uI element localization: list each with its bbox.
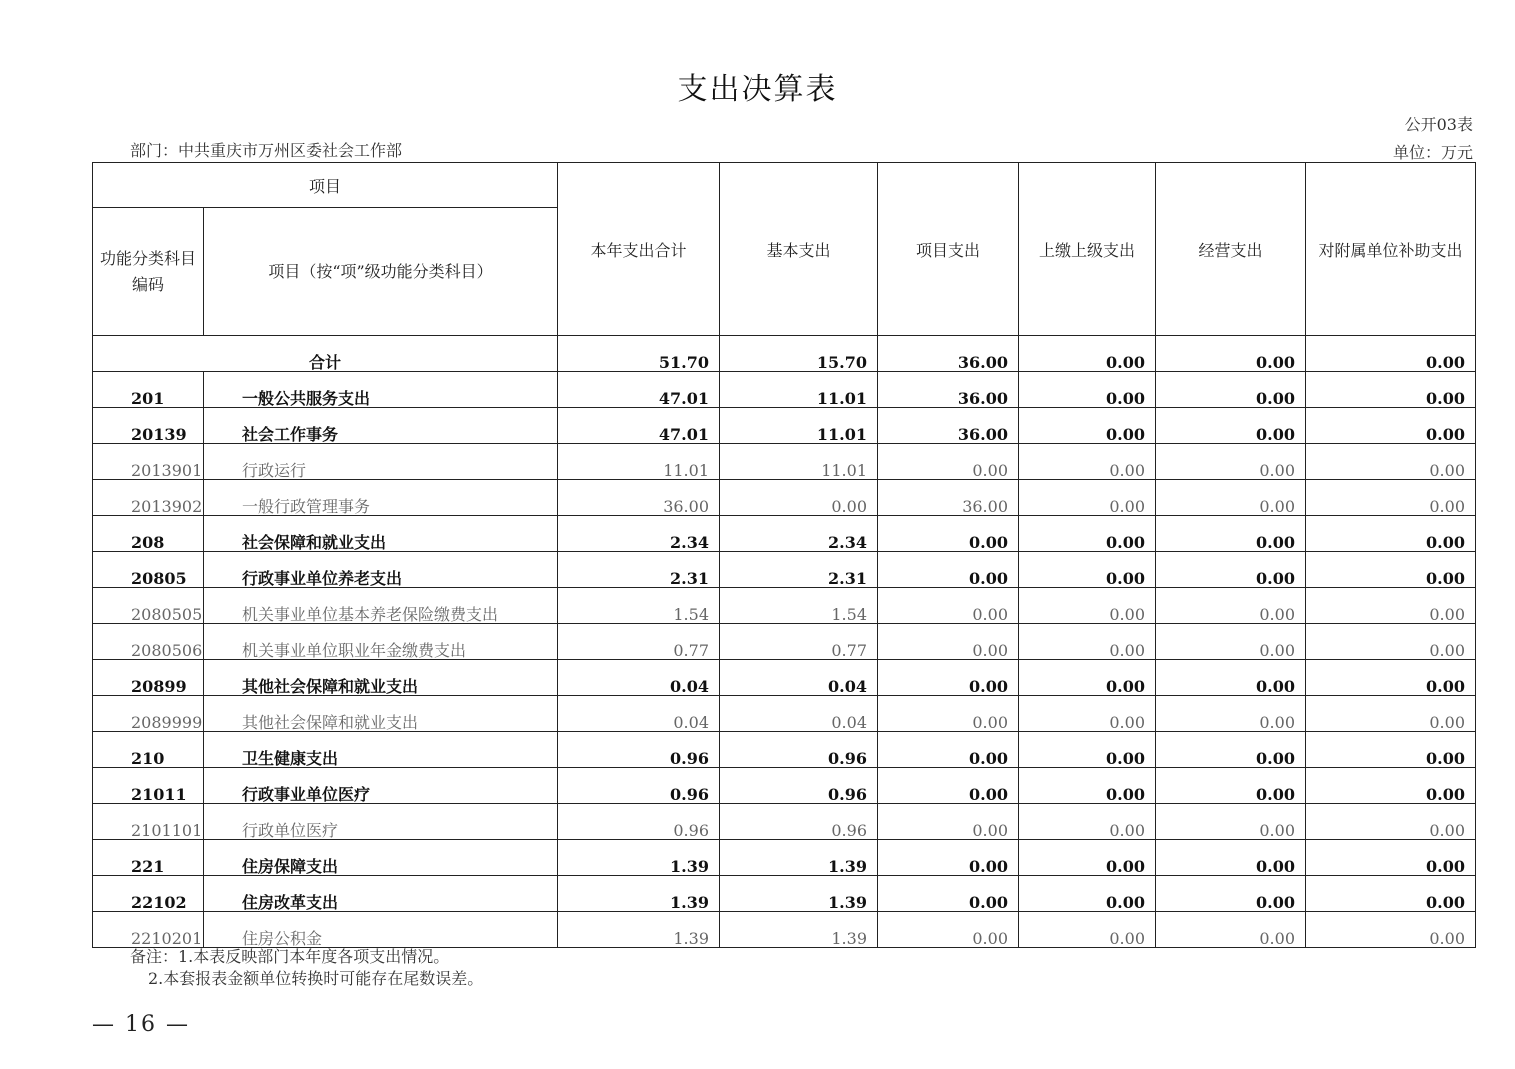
row-project: 0.00	[878, 732, 1019, 768]
row-subsidy: 0.00	[1306, 696, 1476, 732]
table-row	[93, 588, 1476, 624]
row-code: 2080505	[93, 588, 204, 624]
row-basic: 2.31	[720, 552, 878, 588]
row-remit: 0.00	[1019, 876, 1156, 912]
note-line-2: 2.本套报表金额单位转换时可能存在尾数误差。	[148, 969, 484, 988]
row-remit: 0.00	[1019, 660, 1156, 696]
table-row	[93, 444, 1476, 480]
table-row	[93, 696, 1476, 732]
row-project: 0.00	[878, 588, 1019, 624]
unit-label: 单位：万元	[1392, 143, 1473, 162]
row-project: 0.00	[878, 696, 1019, 732]
table-row	[93, 480, 1476, 516]
row-business: 0.00	[1156, 696, 1306, 732]
row-basic: 1.39	[720, 840, 878, 876]
row-basic: 0.96	[720, 732, 878, 768]
row-basic: 0.77	[720, 624, 878, 660]
row-business: 0.00	[1156, 588, 1306, 624]
row-code: 20139	[93, 408, 204, 444]
expenditure-table	[92, 162, 1476, 948]
row-total: 0.96	[558, 804, 720, 840]
row-total: 1.39	[558, 876, 720, 912]
row-name: 社会保障和就业支出	[204, 516, 558, 552]
row-subsidy: 0.00	[1306, 372, 1476, 408]
row-name: 卫生健康支出	[204, 732, 558, 768]
row-code: 208	[93, 516, 204, 552]
row-code: 201	[93, 372, 204, 408]
row-project: 0.00	[878, 804, 1019, 840]
row-subsidy: 0.00	[1306, 408, 1476, 444]
table-row	[93, 552, 1476, 588]
row-project: 0.00	[878, 768, 1019, 804]
row-basic: 0.00	[720, 480, 878, 516]
row-business: 0.00	[1156, 912, 1306, 948]
row-business: 0.00	[1156, 732, 1306, 768]
row-subsidy: 0.00	[1306, 732, 1476, 768]
row-basic: 11.01	[720, 408, 878, 444]
total-project: 36.00	[878, 336, 1019, 372]
row-business: 0.00	[1156, 480, 1306, 516]
row-project: 0.00	[878, 912, 1019, 948]
row-project: 36.00	[878, 372, 1019, 408]
table-row	[93, 912, 1476, 948]
row-total: 2.31	[558, 552, 720, 588]
row-project: 36.00	[878, 408, 1019, 444]
table-row	[93, 876, 1476, 912]
table-row	[93, 624, 1476, 660]
row-total: 0.96	[558, 732, 720, 768]
row-basic: 1.39	[720, 912, 878, 948]
table-row	[93, 372, 1476, 408]
row-remit: 0.00	[1019, 408, 1156, 444]
row-remit: 0.00	[1019, 624, 1156, 660]
page-title: 支出决算表	[677, 72, 838, 107]
row-basic: 0.04	[720, 660, 878, 696]
row-code: 2080506	[93, 624, 204, 660]
row-remit: 0.00	[1019, 804, 1156, 840]
row-subsidy: 0.00	[1306, 876, 1476, 912]
row-subsidy: 0.00	[1306, 768, 1476, 804]
row-remit: 0.00	[1019, 588, 1156, 624]
row-project: 0.00	[878, 624, 1019, 660]
row-name: 住房保障支出	[204, 840, 558, 876]
row-remit: 0.00	[1019, 480, 1156, 516]
row-total: 1.54	[558, 588, 720, 624]
row-name: 机关事业单位职业年金缴费支出	[204, 624, 558, 660]
header-basic: 基本支出	[720, 163, 878, 336]
row-basic: 1.54	[720, 588, 878, 624]
row-code: 2013901	[93, 444, 204, 480]
row-total: 36.00	[558, 480, 720, 516]
row-business: 0.00	[1156, 804, 1306, 840]
header-project: 项目支出	[878, 163, 1019, 336]
table-row	[93, 516, 1476, 552]
row-name: 行政单位医疗	[204, 804, 558, 840]
header-item: 项目	[93, 163, 558, 208]
row-code: 2210201	[93, 912, 204, 948]
row-remit: 0.00	[1019, 768, 1156, 804]
row-business: 0.00	[1156, 660, 1306, 696]
row-basic: 0.04	[720, 696, 878, 732]
row-subsidy: 0.00	[1306, 660, 1476, 696]
row-project: 0.00	[878, 876, 1019, 912]
row-code: 20805	[93, 552, 204, 588]
header-remit: 上缴上级支出	[1019, 163, 1156, 336]
header-name: 项目（按“项”级功能分类科目）	[204, 208, 558, 336]
table-row	[93, 768, 1476, 804]
row-subsidy: 0.00	[1306, 840, 1476, 876]
row-subsidy: 0.00	[1306, 552, 1476, 588]
row-subsidy: 0.00	[1306, 588, 1476, 624]
row-name: 一般公共服务支出	[204, 372, 558, 408]
row-business: 0.00	[1156, 408, 1306, 444]
row-subsidy: 0.00	[1306, 480, 1476, 516]
department-label: 部门：中共重庆市万州区委社会工作部	[130, 141, 403, 160]
notes	[130, 946, 483, 990]
note-line-1: 备注：1.本表反映部门本年度各项支出情况。	[130, 947, 450, 966]
row-total: 11.01	[558, 444, 720, 480]
row-basic: 0.96	[720, 768, 878, 804]
total-business: 0.00	[1156, 336, 1306, 372]
row-project: 0.00	[878, 660, 1019, 696]
table-row	[93, 804, 1476, 840]
total-remit: 0.00	[1019, 336, 1156, 372]
row-subsidy: 0.00	[1306, 516, 1476, 552]
row-project: 0.00	[878, 444, 1019, 480]
row-name: 社会工作事务	[204, 408, 558, 444]
total-subsidy: 0.00	[1306, 336, 1476, 372]
table-row	[93, 840, 1476, 876]
total-label: 合计	[93, 336, 558, 372]
row-remit: 0.00	[1019, 732, 1156, 768]
table-row	[93, 732, 1476, 768]
row-project: 0.00	[878, 516, 1019, 552]
row-basic: 11.01	[720, 444, 878, 480]
row-basic: 0.96	[720, 804, 878, 840]
row-code: 21011	[93, 768, 204, 804]
total-basic: 15.70	[720, 336, 878, 372]
row-name: 一般行政管理事务	[204, 480, 558, 516]
row-subsidy: 0.00	[1306, 624, 1476, 660]
table-number: 公开03表	[1404, 115, 1473, 134]
row-project: 0.00	[878, 552, 1019, 588]
row-remit: 0.00	[1019, 444, 1156, 480]
row-total: 0.04	[558, 696, 720, 732]
row-basic: 1.39	[720, 876, 878, 912]
row-code: 210	[93, 732, 204, 768]
row-remit: 0.00	[1019, 372, 1156, 408]
row-business: 0.00	[1156, 840, 1306, 876]
row-name: 行政运行	[204, 444, 558, 480]
row-name: 机关事业单位基本养老保险缴费支出	[204, 588, 558, 624]
row-subsidy: 0.00	[1306, 912, 1476, 948]
row-remit: 0.00	[1019, 912, 1156, 948]
row-total: 1.39	[558, 912, 720, 948]
row-name: 行政事业单位医疗	[204, 768, 558, 804]
row-remit: 0.00	[1019, 696, 1156, 732]
row-name: 住房公积金	[204, 912, 558, 948]
row-code: 2101101	[93, 804, 204, 840]
row-business: 0.00	[1156, 372, 1306, 408]
table-row	[93, 408, 1476, 444]
row-total: 47.01	[558, 408, 720, 444]
row-basic: 2.34	[720, 516, 878, 552]
total-row	[93, 336, 1476, 372]
row-code: 22102	[93, 876, 204, 912]
row-business: 0.00	[1156, 624, 1306, 660]
row-code: 2089999	[93, 696, 204, 732]
row-total: 47.01	[558, 372, 720, 408]
header-total: 本年支出合计	[558, 163, 720, 336]
row-name: 住房改革支出	[204, 876, 558, 912]
row-business: 0.00	[1156, 876, 1306, 912]
row-total: 0.04	[558, 660, 720, 696]
row-total: 1.39	[558, 840, 720, 876]
row-basic: 11.01	[720, 372, 878, 408]
row-project: 36.00	[878, 480, 1019, 516]
row-name: 其他社会保障和就业支出	[204, 660, 558, 696]
row-code: 221	[93, 840, 204, 876]
total-total: 51.70	[558, 336, 720, 372]
row-remit: 0.00	[1019, 552, 1156, 588]
row-total: 2.34	[558, 516, 720, 552]
row-code: 2013902	[93, 480, 204, 516]
header-business: 经营支出	[1156, 163, 1306, 336]
row-business: 0.00	[1156, 768, 1306, 804]
row-total: 0.77	[558, 624, 720, 660]
row-total: 0.96	[558, 768, 720, 804]
row-business: 0.00	[1156, 552, 1306, 588]
row-remit: 0.00	[1019, 840, 1156, 876]
row-name: 其他社会保障和就业支出	[204, 696, 558, 732]
row-code: 20899	[93, 660, 204, 696]
row-business: 0.00	[1156, 444, 1306, 480]
row-project: 0.00	[878, 840, 1019, 876]
row-name: 行政事业单位养老支出	[204, 552, 558, 588]
table-row	[93, 660, 1476, 696]
row-subsidy: 0.00	[1306, 804, 1476, 840]
row-subsidy: 0.00	[1306, 444, 1476, 480]
row-remit: 0.00	[1019, 516, 1156, 552]
row-business: 0.00	[1156, 516, 1306, 552]
header-code: 功能分类科目编码	[93, 208, 204, 336]
page-number: — 16 —	[92, 1012, 190, 1037]
header-subsidy: 对附属单位补助支出	[1306, 163, 1476, 336]
